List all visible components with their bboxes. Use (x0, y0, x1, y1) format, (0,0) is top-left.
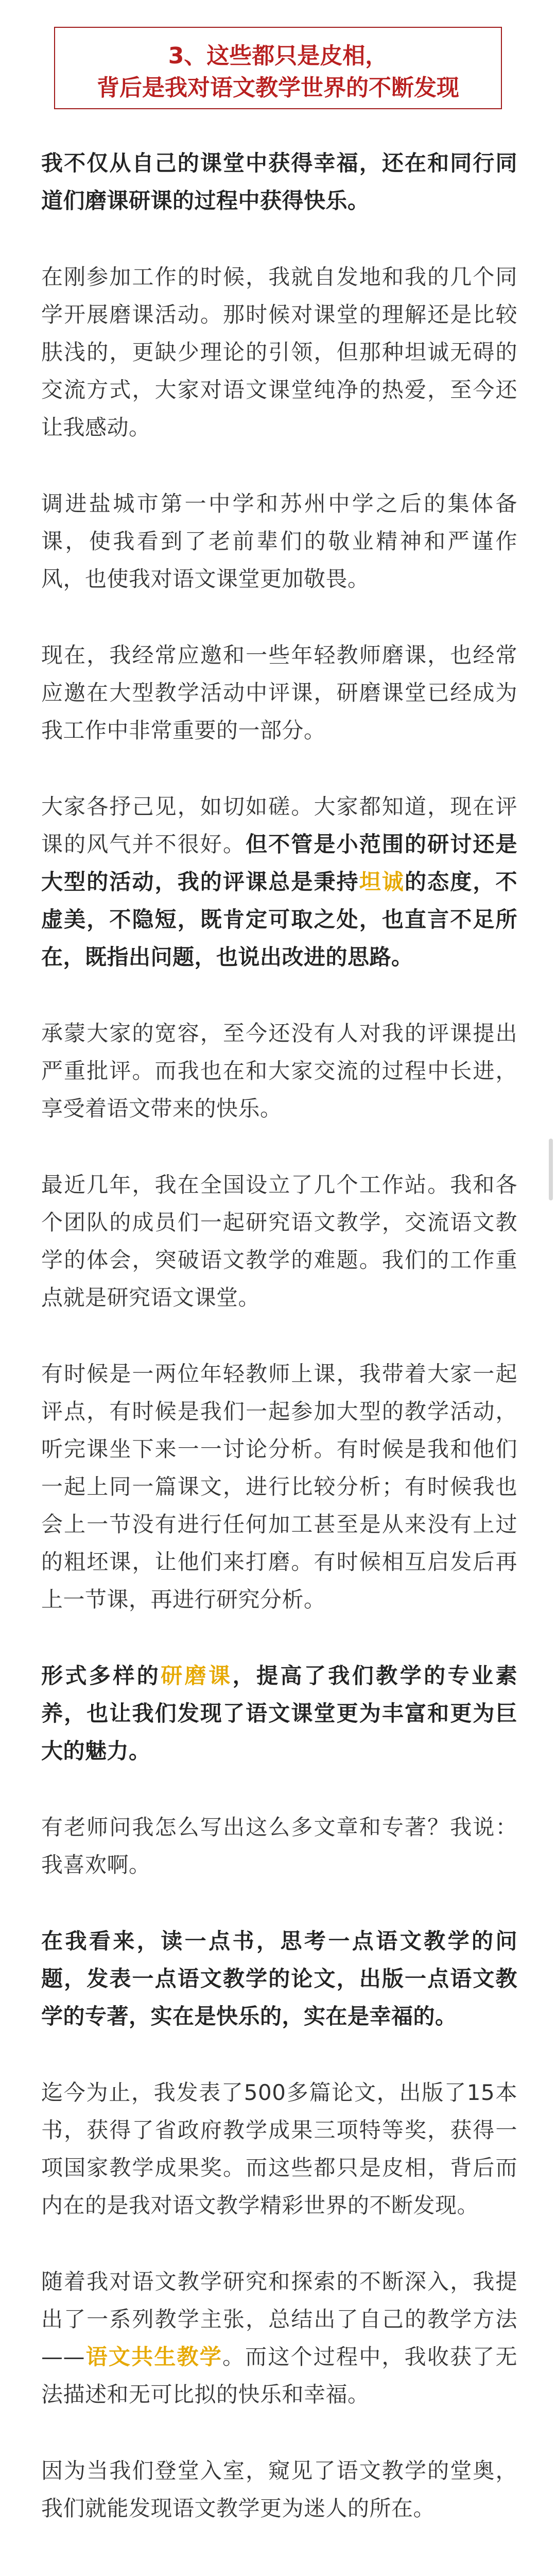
section-title (55, 40, 501, 104)
paragraph-4: 现在，我经常应邀和一些年轻教师磨课，也经常应邀在大型教学活动中评课，研磨课堂已经成为我工作中非常重要的一部分。 (41, 642, 517, 743)
article-body (41, 144, 517, 2566)
section-header-box (54, 27, 502, 109)
highlight-mokeke: 研磨课 (161, 1663, 233, 1688)
paragraph-5-bold: 但不管是小范围的研讨还是大型的活动，我的评课总是秉持 (41, 832, 517, 894)
paragraph-10: 有老师问我怎么写出这么多文章和专著？我说：我喜欢啊。 (41, 1815, 517, 1877)
paragraph-13-end: 。而这个过程中，我收获了无法描述和无可比拟的快乐和幸福。 (41, 2344, 517, 2407)
paragraph-9 (41, 1657, 517, 1770)
highlight-tancheng: 坦诚 (359, 869, 405, 894)
paragraph-5-bold-end: 的态度，不虚美，不隐短，既肯定可取之处，也直言不足所在，既指出问题，也说出改进的思路。 (41, 869, 517, 970)
paragraph-5-intro: 大家各抒己见，如切如磋。大家都知道，现在评课的风气并不很好。 (41, 794, 517, 857)
paragraph-9-start: 形式多样的 (41, 1663, 161, 1688)
paragraph-3: 调进盐城市第一中学和苏州中学之后的集体备课，使我看到了老前辈们的敬业精神和严谨作风，也使我对语文课堂更加敬畏。 (41, 491, 517, 591)
paragraph-2: 在刚参加工作的时候，我就自发地和我的几个同学开展磨课活动。那时候对课堂的理解还是比较肤浅的，更缺少理论的引领，但那种坦诚无碍的交流方式，大家对语文课堂纯净的热爱，至今还让我感动。 (41, 264, 517, 440)
paragraph-7: 最近几年，我在全国设立了几个工作站。我和各个团队的成员们一起研究语文教学，交流语文教学的体会，突破语文教学的难题。我们的工作重点就是研究语文课堂。 (41, 1172, 517, 1310)
scrollbar-thumb[interactable] (549, 1139, 553, 1200)
paragraph-12: 迄今为止，我发表了500多篇论文，出版了15本书，获得了省政府教学成果三项特等奖，获得一项国家教学成果奖。而这些都只是皮相，背后而内在的是我对语文教学精彩世界的不断发现。 (41, 2080, 517, 2218)
header-top-rule (55, 27, 501, 28)
paragraph-11: 在我看来，读一点书，思考一点语文教学的问题，发表一点语文教学的论文，出版一点语文教学的专著，实在是快乐的，实在是幸福的。 (41, 1928, 517, 2029)
section-title-line1: 3、这些都只是皮相， (168, 43, 388, 69)
paragraph-5 (41, 788, 517, 976)
header-bottom-rule (55, 108, 501, 109)
highlight-gongsheng: 语文共生教学 (85, 2344, 222, 2369)
section-title-line2: 背后是我对语文教学世界的不断发现 (97, 75, 459, 101)
paragraph-9-end: ，提高了我们教学的专业素养，也让我们发现了语文课堂更为丰富和更为巨大的魅力。 (41, 1663, 517, 1764)
paragraph-6: 承蒙大家的宽容，至今还没有人对我的评课提出严重批评。而我也在和大家交流的过程中长进，享受着语文带来的快乐。 (41, 1021, 517, 1121)
paragraph-13 (41, 2263, 517, 2413)
paragraph-14: 因为当我们登堂入室，窥见了语文教学的堂奥，我们就能发现语文教学更为迷人的所在。 (41, 2458, 517, 2521)
paragraph-1: 我不仅从自己的课堂中获得幸福，还在和同行同道们磨课研课的过程中获得快乐。 (41, 150, 517, 213)
paragraph-13-start: 随着我对语文教学研究和探索的不断深入，我提出了一系列教学主张，总结出了自己的教学方法—— (41, 2269, 517, 2369)
paragraph-8: 有时候是一两位年轻教师上课，我带着大家一起评点，有时候是我们一起参加大型的教学活动，听完课坐下来一一讨论分析。有时候是我和他们一起上同一篇课文，进行比较分析；有时候我也会上一节没有进行任何加工甚至是从来没有上过的粗坯课，让他们来打磨。有时候相互启发后再上一节课，再进行研究分析。 (41, 1361, 517, 1612)
